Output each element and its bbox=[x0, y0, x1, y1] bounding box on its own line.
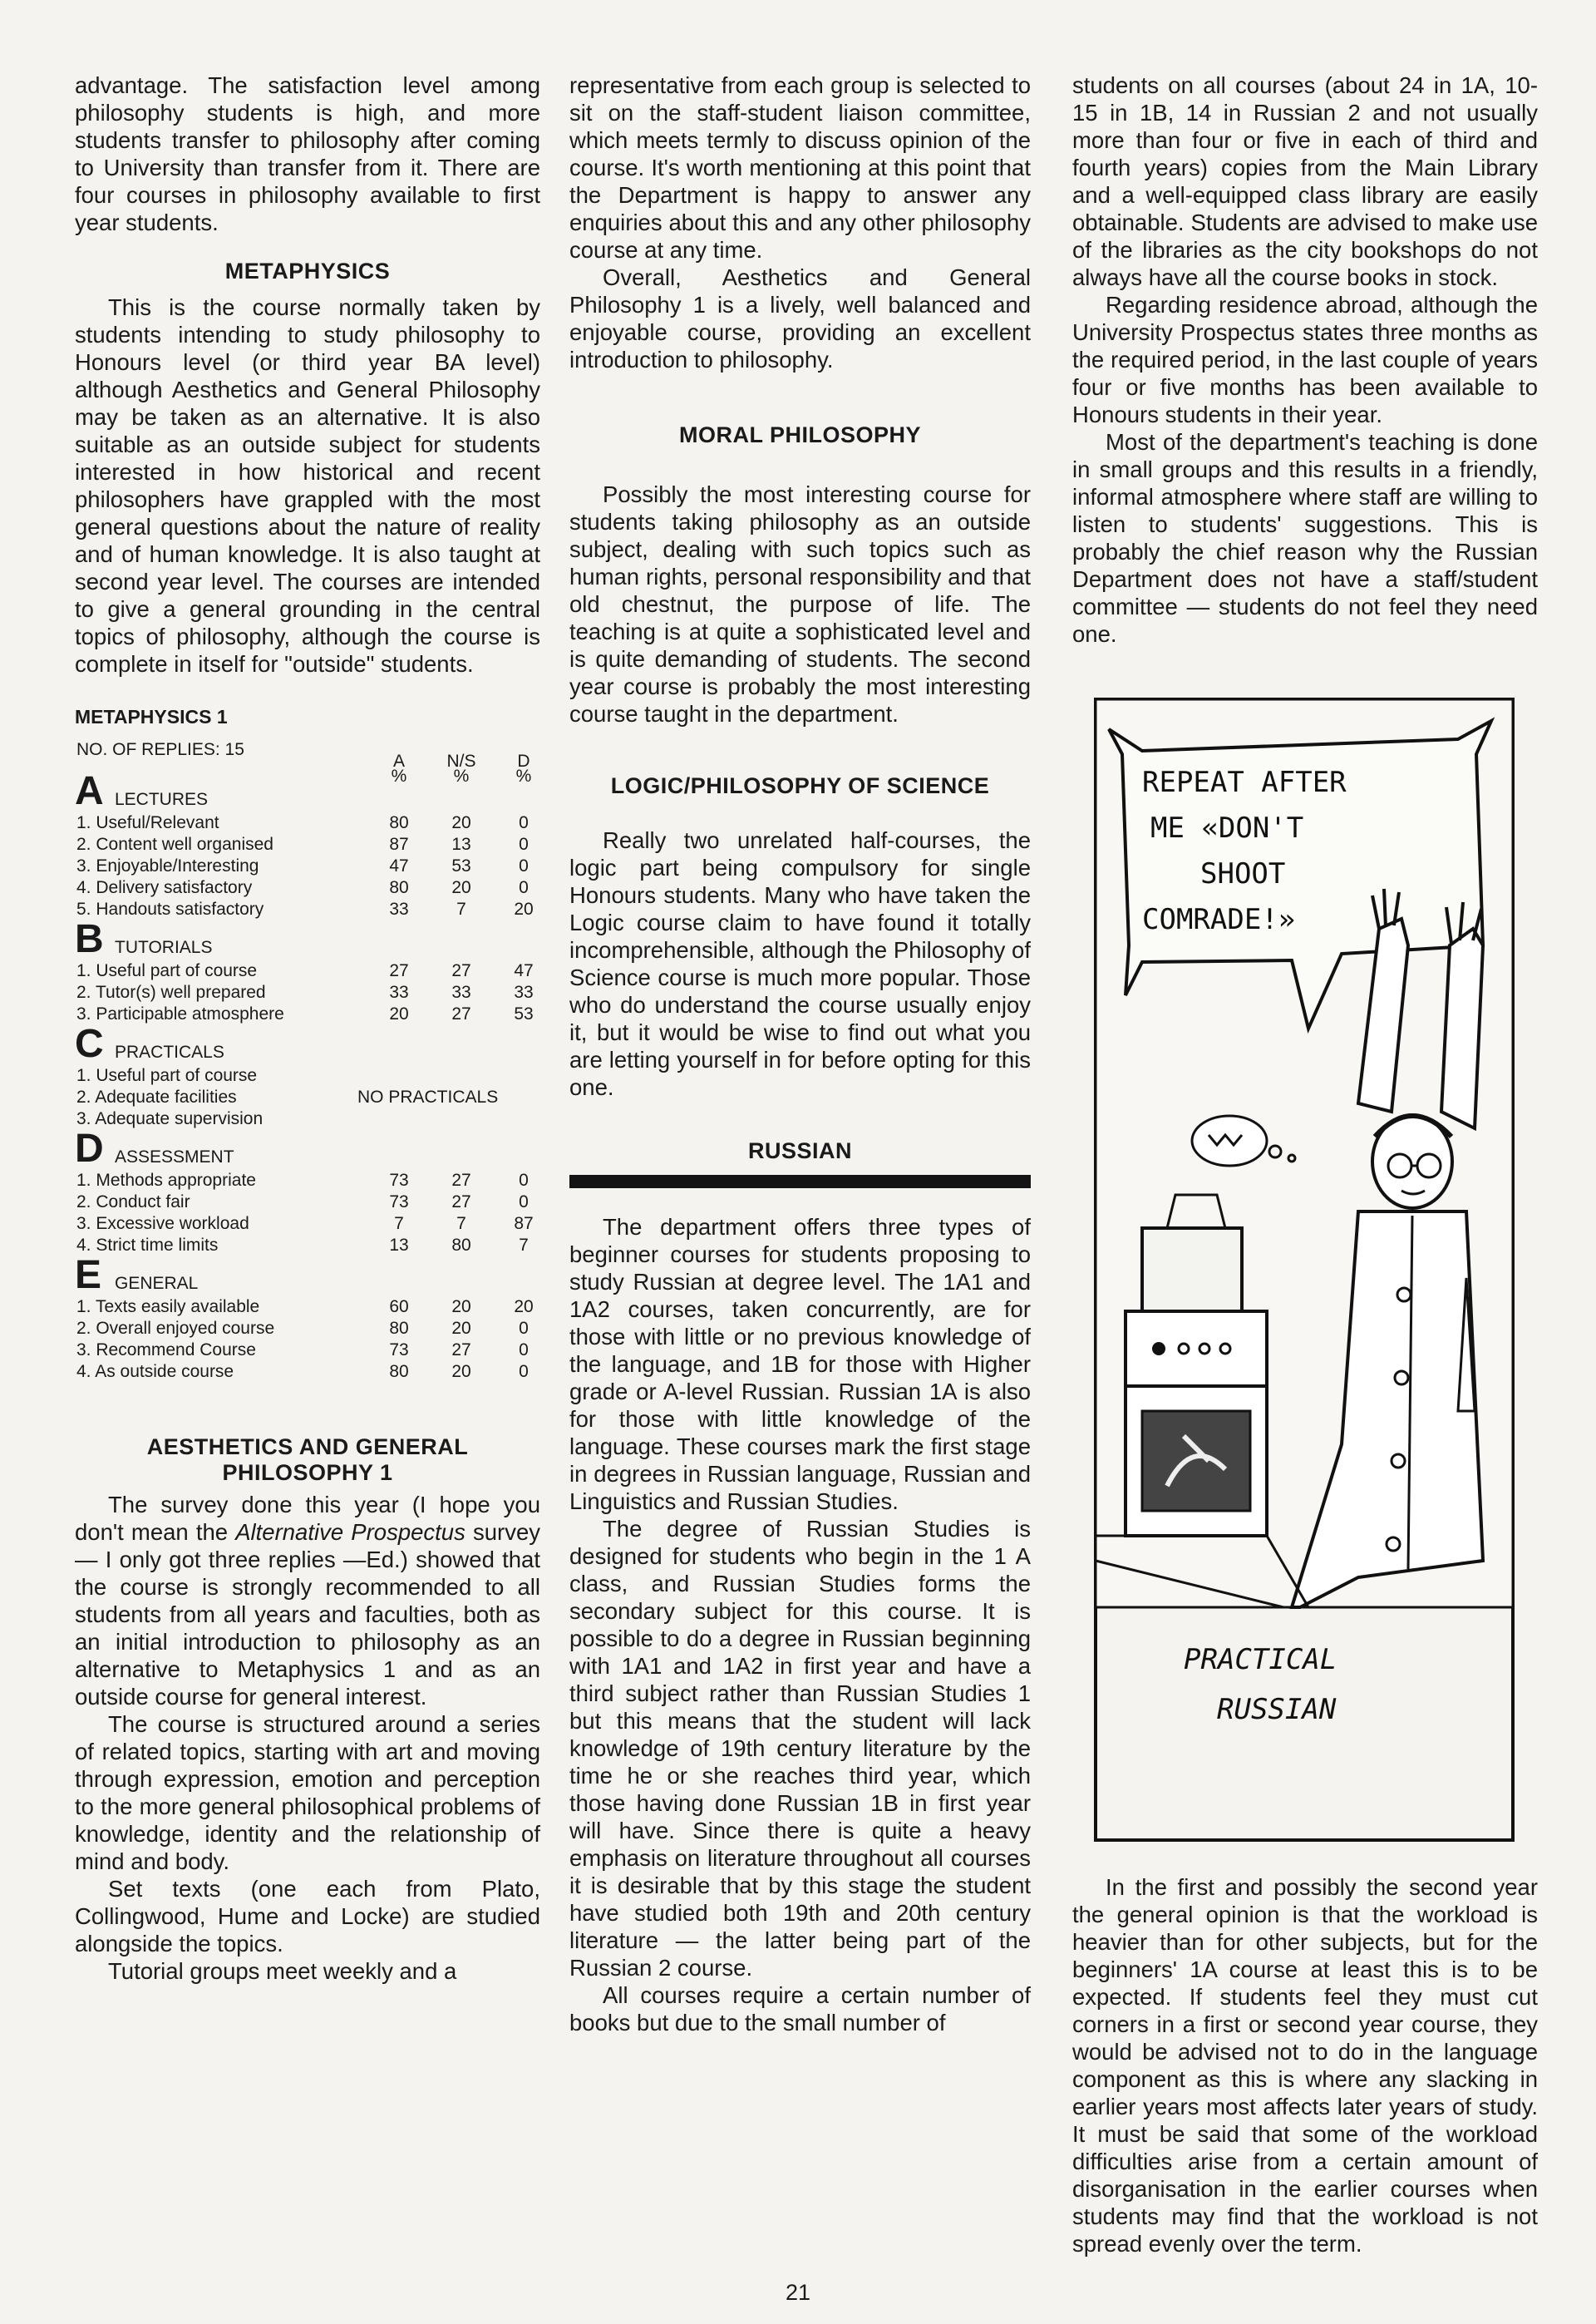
value-agree: 33 bbox=[389, 983, 409, 1002]
metaphysics-paragraph: This is the course normally taken by students intending to study philosophy to Honours level (or third year BA level) although Aesthetics and General Philosophy may be taken as an alternative. It is also suitable as an outside subject for students interested in how historical and recent philosophers have grappled with the most general questions about the nature of reality and of human knowledge. It is also taught at second year level. The courses are intended to give a general grounding in the central topics of philosophy, although the course is complete in itself for "outside" students. bbox=[75, 294, 540, 677]
value-disagree: 0 bbox=[519, 1319, 529, 1338]
russian-paragraph-6: Most of the department's teaching is done in small groups and this results in a friendly, informal atmosphere where staff are willing to listen to students' suggestions. This is probably the chief reason why the Russian Department does not have a staff/student committee — students do not feel they need one. bbox=[1072, 429, 1538, 647]
value-agree: 60 bbox=[389, 1297, 409, 1316]
value-agree: 33 bbox=[389, 900, 409, 919]
survey-row-label: 3. Recommend Course bbox=[76, 1340, 256, 1359]
value-not-sure: 20 bbox=[451, 813, 471, 832]
pct-d: % bbox=[515, 767, 532, 786]
value-disagree: 47 bbox=[514, 961, 534, 980]
logic-heading: LOGIC/PHILOSOPHY OF SCIENCE bbox=[610, 773, 990, 798]
survey-row bbox=[75, 1340, 540, 1361]
survey-row-label: 2. Content well organised bbox=[76, 835, 273, 854]
survey-section-header bbox=[75, 1022, 540, 1066]
logic-paragraph: Really two unrelated half-courses, the logic part being compulsory for single Honours students. Many who have taken the Logic course claim to have found it totally incomprehensible, although the Philosophy of Science course is much more popular. Those who do understand the course usually enjoy it, but it would be wise to find out what you are letting yourself in for before opting for this one. bbox=[569, 827, 1031, 1100]
value-not-sure: 13 bbox=[451, 835, 471, 854]
cartoon-illustration bbox=[1092, 696, 1516, 1843]
aesthetics-heading-line2: PHILOSOPHY 1 bbox=[222, 1460, 393, 1485]
aes-p1-start: The survey done this year (I hope you don't mean the bbox=[75, 1492, 540, 1545]
value-disagree: 0 bbox=[519, 835, 529, 854]
no-practicals-note: NO PRACTICALS bbox=[357, 1088, 499, 1107]
russian-paragraph-3: All courses require a certain number of books but due to the small number of bbox=[569, 1982, 1031, 2035]
survey-section-header bbox=[75, 917, 540, 961]
survey-table bbox=[75, 706, 540, 1388]
value-agree: 73 bbox=[389, 1340, 409, 1359]
value-disagree: 0 bbox=[519, 856, 529, 876]
russian-paragraph-4: students on all courses (about 24 in 1A, 10-15 in 1B, 14 in Russian 2 and not usually more than four or five in each of third and fourth years) copies from the Main Library and a well-equipped class library are easily obtainable. Students are advised to make use of the libraries as the city bookshops do not always have all the course books in stock. bbox=[1072, 72, 1538, 290]
survey-row bbox=[75, 1361, 540, 1383]
section-name: ASSESSMENT bbox=[115, 1147, 234, 1167]
russian-paragraph-2: The degree of Russian Studies is designed for students who begin in the 1 A class, and Russian Studies forms the secondary subject for this course. It is possible to do a degree in Russian beginning with 1A1 and 1A2 in first year and have a third subject rather than Russian Studies 1 but this means that the student will lack knowledge of 19th century literature by the time he or she reaches third year, which those having done Russian 1B in first year will have. Since there is quite a heavy emphasis on literature throughout all courses it is desirable that by this stage the student have studied both 19th and 20th century literature — the latter being part of the Russian 2 course. bbox=[569, 1516, 1031, 1981]
survey-section-header bbox=[75, 1127, 540, 1171]
survey-row bbox=[75, 1065, 540, 1087]
survey-row-label: 1. Useful part of course bbox=[76, 961, 258, 980]
survey-sections bbox=[75, 769, 540, 1388]
col-agree: A bbox=[392, 752, 405, 771]
survey-row-label: 4. Delivery satisfactory bbox=[76, 878, 253, 897]
moral-paragraph: Possibly the most interesting course for students taking philosophy as an outside subject, dealing with such topics such as human rights, personal responsibility and that old chestnut, the purpose of life. The teaching is at quite a sophisticated level and is quite demanding of students. The second year course is probably the most interesting course taught in the department. bbox=[569, 481, 1031, 727]
value-disagree: 7 bbox=[519, 1236, 529, 1255]
survey-row bbox=[75, 899, 540, 920]
value-disagree: 53 bbox=[514, 1004, 534, 1024]
value-agree: 73 bbox=[389, 1192, 409, 1211]
pct-a: % bbox=[391, 767, 407, 786]
value-agree: 20 bbox=[389, 1004, 409, 1024]
section-letter: C bbox=[75, 1022, 104, 1066]
survey-row bbox=[75, 1170, 540, 1192]
bubble-line-4: COMRADE!» bbox=[1142, 903, 1296, 936]
metaphysics-heading: METAPHYSICS bbox=[224, 259, 391, 284]
survey-row-label: 1. Useful part of course bbox=[76, 1066, 258, 1085]
value-not-sure: 53 bbox=[451, 856, 471, 876]
survey-section-header bbox=[75, 1253, 540, 1297]
value-disagree: 0 bbox=[519, 1171, 529, 1190]
value-agree: 13 bbox=[389, 1236, 409, 1255]
value-agree: 73 bbox=[389, 1171, 409, 1190]
survey-row bbox=[75, 877, 540, 899]
aesthetics-paragraph-1 bbox=[75, 1491, 540, 1710]
value-not-sure: 7 bbox=[456, 1214, 466, 1233]
survey-row-label: 4. As outside course bbox=[76, 1362, 234, 1381]
survey-row-label: 3. Adequate supervision bbox=[76, 1109, 264, 1128]
value-not-sure: 20 bbox=[451, 1319, 471, 1338]
value-disagree: 87 bbox=[514, 1214, 534, 1233]
value-not-sure: 27 bbox=[451, 1004, 471, 1024]
value-agree: 87 bbox=[389, 835, 409, 854]
section-letter: D bbox=[75, 1127, 104, 1171]
section-name: LECTURES bbox=[115, 790, 209, 809]
value-disagree: 0 bbox=[519, 1340, 529, 1359]
value-not-sure: 20 bbox=[451, 878, 471, 897]
russian-paragraph-5: Regarding residence abroad, although the University Prospectus states three months as the required period, in the last couple of years four or five months has been available to Honours students in their year. bbox=[1072, 292, 1538, 427]
russian-heading-rule bbox=[569, 1175, 1031, 1188]
survey-row bbox=[75, 1213, 540, 1235]
survey-row bbox=[75, 1108, 540, 1130]
practical-russian-cartoon bbox=[1092, 696, 1516, 1843]
survey-row-label: 3. Excessive workload bbox=[76, 1214, 249, 1233]
aesthetics-overall-paragraph: Overall, Aesthetics and General Philosophy 1 is a lively, well balanced and enjoyable course, providing an excellent introduction to philosophy. bbox=[569, 264, 1031, 373]
survey-row-label: 1. Useful/Relevant bbox=[76, 813, 219, 832]
aes-p1-end: survey — I only got three replies —Ed.) showed that the course is strongly recommended to all students from all years and faculties, both as an initial introduction to philosophy as an alternative to Metaphysics 1 and as an outside course for general interest. bbox=[75, 1519, 540, 1710]
survey-row-label: 4. Strict time limits bbox=[76, 1236, 219, 1255]
survey-row-label: 2. Adequate facilities bbox=[76, 1088, 237, 1107]
col-not-sure: N/S bbox=[446, 752, 476, 771]
survey-row bbox=[75, 1318, 540, 1340]
value-not-sure: 27 bbox=[451, 1171, 471, 1190]
survey-replies: NO. OF REPLIES: 15 bbox=[76, 740, 244, 759]
aesthetics-paragraph-4: Tutorial groups meet weekly and a bbox=[108, 1958, 457, 1984]
survey-row bbox=[75, 834, 540, 856]
value-agree: 7 bbox=[394, 1214, 404, 1233]
section-name: TUTORIALS bbox=[115, 938, 213, 957]
survey-row-label: 3. Enjoyable/Interesting bbox=[76, 856, 259, 876]
survey-title: METAPHYSICS 1 bbox=[75, 706, 228, 728]
column-left bbox=[75, 72, 540, 1985]
survey-header-row bbox=[75, 739, 540, 771]
aesthetics-continued-paragraph: representative from each group is selected to sit on the staff-student liaison committee, which meets termly to discuss opinion of the course. It's worth mentioning at this point that the Department is happy to answer any enquiries about this and any other philosophy course at any time. bbox=[569, 72, 1031, 263]
value-not-sure: 80 bbox=[451, 1236, 471, 1255]
survey-row bbox=[75, 1087, 540, 1108]
aesthetics-paragraph-3: Set texts (one each from Plato, Collingwood, Hume and Locke) are studied alongside the topics. bbox=[75, 1876, 540, 1956]
moral-heading: MORAL PHILOSOPHY bbox=[678, 422, 922, 447]
value-agree: 27 bbox=[389, 961, 409, 980]
column-right bbox=[1072, 72, 1538, 2257]
pct-ns: % bbox=[453, 767, 470, 786]
intro-paragraph: advantage. The satisfaction level among philosophy students is high, and more students transfer to philosophy after coming to University than transfer from it. There are four courses in philosophy available to first year students. bbox=[75, 72, 540, 235]
page-number: 21 bbox=[785, 2280, 811, 2305]
bubble-line-2: ME «DON'T bbox=[1150, 812, 1304, 845]
survey-pct-row bbox=[75, 761, 540, 786]
aes-p1-emphasis: Alternative Prospectus bbox=[235, 1519, 466, 1545]
survey-row-label: 2. Conduct fair bbox=[76, 1192, 190, 1211]
aesthetics-heading bbox=[75, 1434, 540, 1486]
value-disagree: 20 bbox=[514, 1297, 534, 1316]
section-name: PRACTICALS bbox=[115, 1043, 224, 1062]
survey-row bbox=[75, 812, 540, 834]
value-agree: 80 bbox=[389, 1362, 409, 1381]
value-not-sure: 27 bbox=[451, 1340, 471, 1359]
survey-row-label: 2. Tutor(s) well prepared bbox=[76, 983, 266, 1002]
value-not-sure: 27 bbox=[451, 961, 471, 980]
value-not-sure: 27 bbox=[451, 1192, 471, 1211]
aesthetics-heading-line1: AESTHETICS AND GENERAL bbox=[146, 1434, 469, 1459]
survey-row-label: 5. Handouts satisfactory bbox=[76, 900, 264, 919]
russian-paragraph-1: The department offers three types of beginner courses for students proposing to study Russian at degree level. The 1A1 and 1A2 courses, taken concurrently, are for those with little or no previous knowledge of the language, and 1B for those with Higher grade or A-level Russian. Russian 1A is also for those with little knowledge of the language. These courses mark the first stage in degrees in Russian language, Russian and Linguistics and Russian Studies. bbox=[569, 1214, 1031, 1514]
survey-row-label: 1. Texts easily available bbox=[76, 1297, 260, 1316]
cartoon-caption-line-2: RUSSIAN bbox=[1217, 1693, 1337, 1726]
survey-section-header bbox=[75, 769, 540, 813]
value-agree: 80 bbox=[389, 878, 409, 897]
value-agree: 47 bbox=[389, 856, 409, 876]
value-not-sure: 33 bbox=[451, 983, 471, 1002]
section-name: GENERAL bbox=[115, 1274, 199, 1293]
survey-row bbox=[75, 856, 540, 877]
survey-row-label: 1. Methods appropriate bbox=[76, 1171, 256, 1190]
value-not-sure: 7 bbox=[456, 900, 466, 919]
value-not-sure: 20 bbox=[451, 1362, 471, 1381]
survey-row-label: 2. Overall enjoyed course bbox=[76, 1319, 275, 1338]
value-not-sure: 20 bbox=[451, 1297, 471, 1316]
survey-row-label: 3. Participable atmosphere bbox=[76, 1004, 284, 1024]
value-disagree: 0 bbox=[519, 813, 529, 832]
column-middle bbox=[569, 72, 1031, 2036]
survey-row bbox=[75, 1296, 540, 1318]
russian-paragraph-7: In the first and possibly the second year the general opinion is that the workload is heavier than for other subjects, but for the beginners' 1A course at least this is to be expected. If students feel they must cut corners in a first or second year course, they would be advised not to do in the language component as this is where any slacking in earlier years most affects later years of study. It must be said that some of the workload difficulties arise from a certain amount of disorganisation in the earlier courses when students may find that the workload is not spread evenly over the term. bbox=[1072, 1874, 1538, 2257]
value-disagree: 0 bbox=[519, 1192, 529, 1211]
russian-heading: RUSSIAN bbox=[747, 1138, 852, 1163]
survey-row bbox=[75, 1004, 540, 1025]
bubble-line-3: SHOOT bbox=[1200, 857, 1286, 891]
value-agree: 80 bbox=[389, 1319, 409, 1338]
survey-row bbox=[75, 1235, 540, 1256]
survey-row bbox=[75, 982, 540, 1004]
section-letter: A bbox=[75, 769, 104, 813]
value-disagree: 33 bbox=[514, 983, 534, 1002]
cartoon-caption-line-1: PRACTICAL bbox=[1184, 1643, 1337, 1676]
section-letter: E bbox=[75, 1253, 102, 1297]
value-disagree: 20 bbox=[514, 900, 534, 919]
value-disagree: 0 bbox=[519, 878, 529, 897]
survey-row bbox=[75, 960, 540, 982]
value-disagree: 0 bbox=[519, 1362, 529, 1381]
value-agree: 80 bbox=[389, 813, 409, 832]
col-disagree: D bbox=[517, 752, 530, 771]
section-letter: B bbox=[75, 917, 104, 961]
aesthetics-paragraph-2: The course is structured around a series of related topics, starting with art and moving through expression, emotion and perception to the more general philosophical problems of knowledge, identity and the relationship of mind and body. bbox=[75, 1711, 540, 1874]
survey-row bbox=[75, 1192, 540, 1213]
bubble-line-1: REPEAT AFTER bbox=[1142, 766, 1347, 799]
